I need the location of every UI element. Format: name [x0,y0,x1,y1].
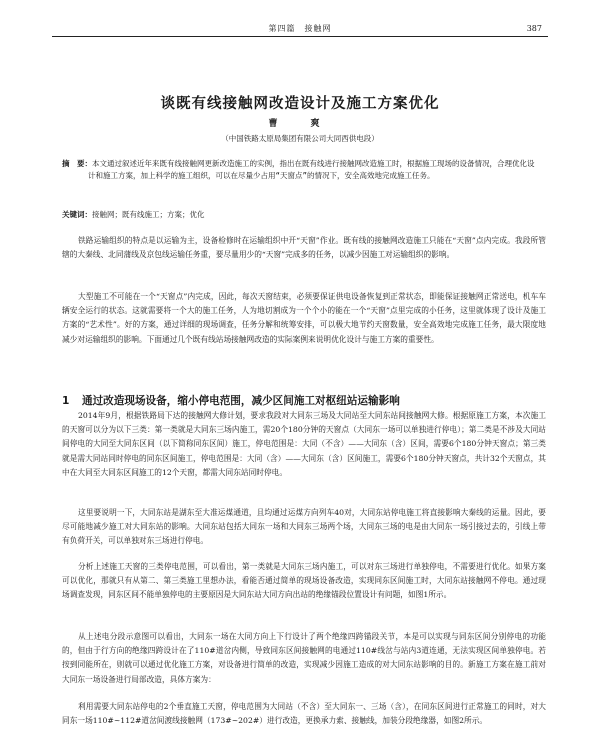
keywords [62,209,540,221]
section-title: 通过改造现场设备，缩小停电范围，减少区间施工对枢纽站运输影响 [82,395,400,407]
abstract [62,158,540,182]
section-heading-1 [62,393,546,408]
abstract-text: 本文通过叙述近年来既有线接触网更新改造施工的实例，指出在既有线进行接触网改造施工时，根据施工现场的设备情况，合理优化设计和施工方案，加上科学的施工组织，可以在尽量少占用“天窗点”的情况下，安全高效地完成施工任务。 [88,159,535,180]
affiliation: （中国铁路太原局集团有限公司大同西供电段） [221,134,379,143]
keywords-text: 接触网；既有线施工；方案；优化 [92,210,205,219]
page-number: 387 [526,24,542,33]
running-head-section: 第四篇 接触网 [268,24,332,33]
article-title: 谈既有线接触网改造设计及施工方案优化 [160,95,440,112]
header-rule [52,36,548,37]
section1-paragraph-5: 利用需要大同东站停电的2个垂直施工天窗，停电范围为大同站（不含）至大同东一、三场（含），在同东区间进行正常施工的同时，对大同东一场110#~112#道岔间渡线接触网（173#~202#）进行改造，更换承力索、接触线，加装分段绝缘器，如图2所示。 [62,702,546,726]
running-head [0,22,600,36]
section1-paragraph-3: 分析上述施工天窗的三类停电范围，可以看出，第一类就是大同东三场内施工，可以对东三场进行单独停电，不需要进行优化。如果方案可以优化，那就只有从第二、第三类施工里想办法，看能否通过简单的现场设备改造，实现同东区间施工时，大同东站接触网不停电。通过现场调查发现，同东区间不能单独停电的主要原因是大同东站大同方向出站的绝缘锚段位置设计有问题，如图1所示。 [62,562,546,600]
keywords-label: 关键词： [62,210,92,219]
abstract-label: 摘 要： [62,159,92,168]
section-number: 1 [62,395,70,407]
section1-paragraph-2: 这里要说明一下，大同东站是湖东至大准运煤通道，且均通过运煤方向列车40对，大同东站停电施工将直接影响大秦线的运量。因此，要尽可能地减少施工对大同东站的影响。大同东站包括大同东一场和大同东三场两个场，大同东三场的电是由大同东一场引接过去的，引线上带有负荷开关，可以单独对东三场进行停电。 [62,508,546,546]
section1-paragraph-4: 从上述电分段示意图可以看出，大同东一场在大同方向上下行设计了两个绝缘四跨锚段关节，本是可以实现与同东区间分别停电的功能的，但由于行方向的绝缘四跨设计在了110#道岔内侧，导致同东区间接触网的电通过110#线岔与站内3道连通，无法实现区间单独停电。若按到同能所在，则就可以通过优化施工方案，对设备进行简单的改造，实现减少因施工造成的对大同东站影响的目的。新施工方案在施工前对大同东一场设备进行局部改造，具体方案为： [62,632,546,684]
section1-paragraph-1: 2014年9月，根据铁路局下达的接触网大修计划，要求我段对大同东三场及大同站至大同东站间接触网大修。根据原施工方案，本次施工的天窗可以分为以下三类：第一类就是大同东三场内施工，需20个180分钟的天窗点（大同东一场可以单独进行停电）；第二类是不涉及大同站间停电的大同至大同东区间（以下简称同东区间）施工，停电范围是：大同（不含）——大同东（含）区间，需要6个180分钟天窗点；第三类就是需大同站同时停电的同东区间施工，停电范围是：大同（含）——大同东（含）区间施工，需要6个180分钟天窗点，共计32个天窗点，其中在大同至大同东区间施工的12个天窗，都需大同东站同时停电。 [62,411,546,477]
intro-paragraph-2: 大型施工不可能在一个“天窗点”内完成，因此，每次天窗结束，必须要保证供电设备恢复到正常状态，即能保证接触网正常送电，机车车辆安全运行的状态。这就需要将一个大的施工任务，人为地切割成为一个个小的能在一个“天窗”点里完成的小任务，这里就体现了设计及施工方案的“艺术性”。好的方案，通过详细的现场调查，任务分解和统筹安排，可以极大地节约天窗数量，安全高效地完成施工任务，最大限度地减少对运输组织的影响。下面通过几个既有线站场接触网改造的实际案例来说明优化设计与施工方案的重要性。 [62,292,546,344]
intro-paragraph-1: 铁路运输组织的特点是以运输为主，设备检修时在运输组织中开“天窗”作业。既有线的接触网改造施工只能在“天窗”点内完成。我段所管辖的大秦线、北同蒲线及京包线运输任务重，要尽量用少的“天窗”完成多的任务，以减少因施工对运输组织的影响。 [62,236,546,260]
author: 曹 爽 [268,119,332,129]
